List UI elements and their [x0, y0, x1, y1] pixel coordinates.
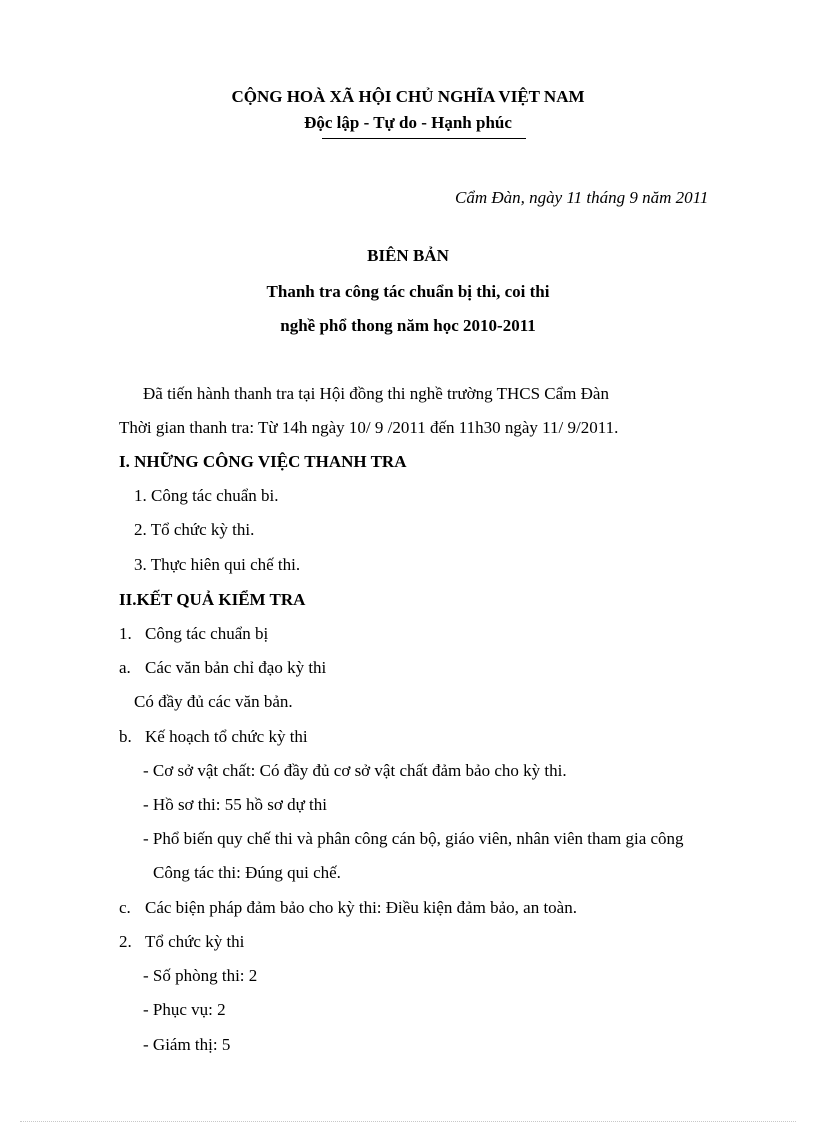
item-b-label: b.: [119, 727, 132, 746]
country-heading: CỘNG HOÀ XÃ HỘI CHỦ NGHĨA VIỆT NAM: [231, 87, 585, 106]
motto: Độc lập - Tự do - Hạnh phúc: [304, 113, 512, 132]
item-2-text: Tổ chức kỳ thi: [145, 932, 245, 951]
item-b-detail-continuation: Công tác thi: Đúng qui chế.: [153, 863, 341, 882]
intro-paragraph-1: Đã tiến hành thanh tra tại Hội đồng thi nghề trường THCS Cẩm Đàn: [143, 384, 609, 403]
item-b-text: Kế hoạch tổ chức kỳ thi: [145, 727, 308, 746]
item-2-detail-3: - Giám thị: 5: [143, 1035, 231, 1054]
item-a-label: a.: [119, 658, 131, 677]
item-2-detail-2: - Phục vụ: 2: [143, 1000, 226, 1019]
item-1-number: 1.: [119, 624, 132, 643]
item-b-detail-3: - Phổ biến quy chế thi và phân công cán bộ, giáo viên, nhân viên tham gia công: [143, 829, 684, 848]
item-b-detail-1: - Cơ sở vật chất: Có đầy đủ cơ sở vật chất đảm bảo cho kỳ thi.: [143, 761, 567, 780]
item-a-text: Các văn bản chỉ đạo kỳ thi: [145, 658, 327, 677]
document-subtitle-line-1: Thanh tra công tác chuẩn bị thi, coi thi: [266, 282, 550, 301]
motto-underline: [322, 138, 526, 139]
section-1-heading: I. NHỮNG CÔNG VIỆC THANH TRA: [119, 452, 407, 471]
item-2-number: 2.: [119, 932, 132, 951]
section-1-item-3: 3. Thực hiên qui chế thi.: [134, 555, 301, 574]
item-c-label: c.: [119, 898, 131, 917]
section-2-heading: II.KẾT QUẢ KIỂM TRA: [119, 590, 306, 609]
item-1-text: Công tác chuẩn bị: [145, 624, 269, 643]
item-a-detail: Có đầy đủ các văn bản.: [134, 692, 293, 711]
page-bottom-divider: [20, 1121, 796, 1122]
document-title: BIÊN BẢN: [367, 246, 449, 265]
place-date: Cẩm Đàn, ngày 11 tháng 9 năm 2011: [455, 188, 709, 207]
intro-paragraph-2: Thời gian thanh tra: Từ 14h ngày 10/ 9 /2011 đến 11h30 ngày 11/ 9/2011.: [119, 418, 619, 437]
section-1-item-1: 1. Công tác chuẩn bi.: [134, 486, 279, 505]
item-2-detail-1: - Số phòng thi: 2: [143, 966, 258, 985]
section-1-item-2: 2. Tổ chức kỳ thi.: [134, 520, 255, 539]
item-b-detail-2: - Hồ sơ thi: 55 hồ sơ dự thi: [143, 795, 327, 814]
document-subtitle-line-2: nghề phổ thong năm học 2010-2011: [280, 316, 536, 335]
item-c-text: Các biện pháp đảm bảo cho kỳ thi: Điều kiện đảm bảo, an toàn.: [145, 898, 577, 917]
